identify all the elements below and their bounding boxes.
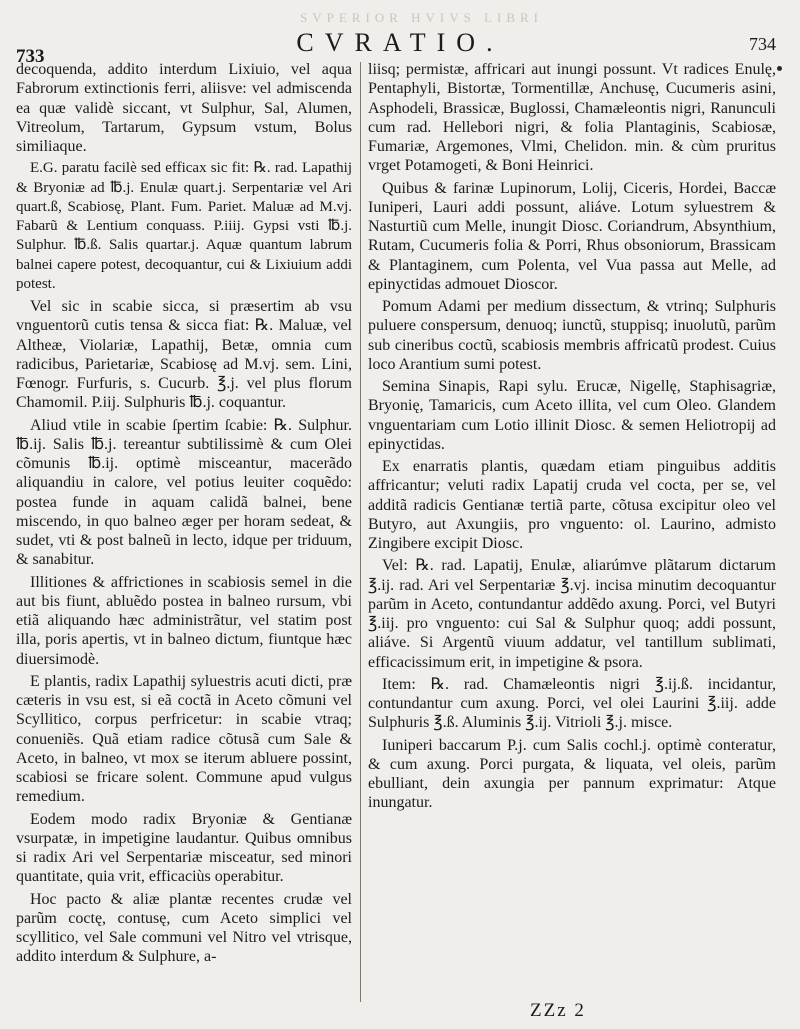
right-paragraph: Semina Sinapis, Rapi sylu. Erucæ, Nigellę, Staphisagriæ, Bryonię, Tamaricis, cum Aceto illita, vel cum Oleo. Glandem vnguentariam cum Lotio illinit Diosc. & semen Heliotropij ad epinyctidas. (368, 378, 776, 453)
left-paragraph: Vel sic in scabie sicca, si præsertim ab vsu vnguentorũ cutis tensa & sicca fiat: ℞. Maluæ, vel Altheæ, Violariæ, Lapathij, Betæ, omnia cum radicibus, Parietariæ, Scabiosę ad M.vj. sem. Lini, Fœnogr. Furfuris, s. Cucurb. ℥.j. vel plus florum Chamomil. P.iij. Sulphuris ℔.j. coquantur. (16, 298, 352, 412)
page-number-left: 733 (16, 46, 45, 67)
bleed-through-text: SVPERIOR HVIVS LIBRI (300, 10, 544, 25)
left-paragraph: Eodem modo radix Bryoniæ & Gentianæ vsurpatæ, in impetigine laudantur. Quibus omnibus si radix Ari vel Serpentariæ misceatur, sed minori quantitate, quia vrit, efficaciùs operabitur. (16, 810, 352, 886)
right-paragraph: Vel: ℞. rad. Lapatij, Enulæ, aliarúmve plãtarum dictarum ℥.ij. rad. Ari vel Serpentariæ ℥.vj. incisa minutim decoquantur parũm in Aceto, contundantur addẽdo axung. Porci, vel Butyri ℥.iij. pro vnguento: cui Sal & Sulphur quoq; addi possunt, aliáve. Si Argentũ viuum addatur, vel tantillum sublimati, efficacissimum erit, in impetigine & psora. (368, 557, 776, 671)
right-column (368, 60, 776, 1010)
left-paragraph: Illitiones & affrictiones in scabiosis semel in die aut bis fiunt, abluẽdo postea in balneo rursum, vbi etiã aliquando hæc administrãtur, vel statim post illa, poris apertis, vt in balneo dictum, fiuntque hæc diuersimodè. (16, 573, 352, 668)
page-number-right: 734 (749, 34, 776, 54)
right-paragraph: Item: ℞. rad. Chamæleontis nigri ℥.ij.ß. incidantur, contundantur cum axung. Porci, vel olei Laurini ℥.iij. adde Sulphuris ℥.ß. Aluminis ℥.ij. Vitrioli ℥.j. misce. (368, 675, 776, 732)
left-paragraph: Aliud vtile in scabie ſpertim ſcabie: ℞. Sulphur. ℔.ij. Salis ℔.j. tereantur subtilissimè & cum Olei cõmunis ℔.ij. optimè misceantur, macerãdo aliquandiu in calore, vel potius leuiter coquẽdo: postea funde in aquam calidã balnei, bene miscendo, in quo balneo æger per horam sedeat, & sudet, vti & post balneũ in lecto, idque per triduum, & sanabitur. (16, 416, 352, 569)
right-paragraph: Pomum Adami per medium dissectum, & vtrinq; Sulphuris puluere conspersum, denuoq; iunctũ, stuppisq; inuolutũ, parũm sub cineribus coctũ, scabiosis membris affricatũ prodest. Cuius loco Arantium sumi potest. (368, 298, 776, 373)
running-title: CVRATIO. (296, 28, 504, 57)
left-paragraph: E.G. paratu facilè sed efficax sic fit: ℞. rad. Lapathij & Bryoniæ ad ℔.j. Enulæ quart.j. Serpentariæ vel Ari quart.ß, Scabiosę, Plant. Fum. Pariet. Maluæ ad M.vj. Fabarũ & Lentium conquass. P.iiij. Gypsi vsti ℔.j. Sulphur. ℔.ß. Salis quartar.j. Aquæ quantum labrum balnei capere potest, decoquantur, cui & Lixiuium addi potest. (16, 160, 352, 292)
left-column (16, 60, 352, 1010)
right-paragraph: liisq; permistæ, affricari aut inungi possunt. Vt radices Enulę, Pentaphyli, Bistortæ, Tormentillæ, Anchusę, Cucumeris asini, Asphodeli, Brassicæ, Buglossi, Chamæleontis nigri, Ranunculi cum rad. Hellebori nigri, & folia Plantaginis, Scabiosæ, Fumariæ, Argemones, Vlmi, Chelidon. min. & cùm pruritus vrget Potamogeti, & Boni Heinrici. (368, 61, 776, 175)
right-paragraph: Quibus & farinæ Lupinorum, Lolij, Ciceris, Hordei, Baccæ Iuniperi, Lauri addi possunt, aliáve. Lotum syluestrem & Nasturtiũ cum Melle, inungit Diosc. Coriandrum, Absynthium, Rutam, Cucumeris folia & Porri, Rhus obsoniorum, Brassicam & Plantaginem, cum Polenta, vel Vua passa aut Melle, ad epinyctidas admouet Dioscor. (368, 179, 776, 293)
ink-blot (777, 66, 782, 71)
left-paragraph: decoquenda, addito interdum Lixiuio, vel aqua Fabrorum extinctionis ferri, aliisve: vel admiscenda ea quæ validè siccant, vt Sulphur, Sal, Alumen, Vitreolum, Tartarum, Gypsum vstum, Bolus similiaque. (16, 61, 352, 155)
page-header (0, 26, 800, 67)
column-divider (360, 62, 361, 1002)
signature-mark: ZZz 2 (530, 1000, 586, 1021)
right-paragraph: Ex enarratis plantis, quædam etiam pinguibus additis affricantur; veluti radix Lapatij cruda vel cocta, per se, vel additã radicis Gentianæ tertiã parte, cõtusa excipitur oleo vel Butyro, aut Axungiis, pro vnguento: ol. Laurino, admisto Zingibere excipit Diosc. (368, 458, 776, 552)
left-paragraph: E plantis, radix Lapathij syluestris acuti dicti, præ cæteris in vsu est, si eã coctã in Aceto cõmuni vel Scyllitico, corpus perfricetur: in scabie vtraq; conueniẽs. Quã etiam radice cõtusã cum Sale & Aceto, in balneo, vt mox se iterum abluere possint, scabiosi se fricare solent. Commune apud vulgus remedium. (16, 672, 352, 806)
right-paragraph: Iuniperi baccarum P.j. cum Salis cochl.j. optimè conteratur, & cum axung. Porci purgata, & liquata, vel oleis, parũm ebulliant, dein axungia per pannum exprimatur: Atque inungatur. (368, 736, 776, 812)
left-paragraph: Hoc pacto & aliæ plantæ recentes crudæ vel parũm coctę, contusę, cum Aceto simplici vel scyllitico, vel Sale communi vel Nitro vel vtrisque, addito interdum & Sulphure, a- (16, 890, 352, 966)
